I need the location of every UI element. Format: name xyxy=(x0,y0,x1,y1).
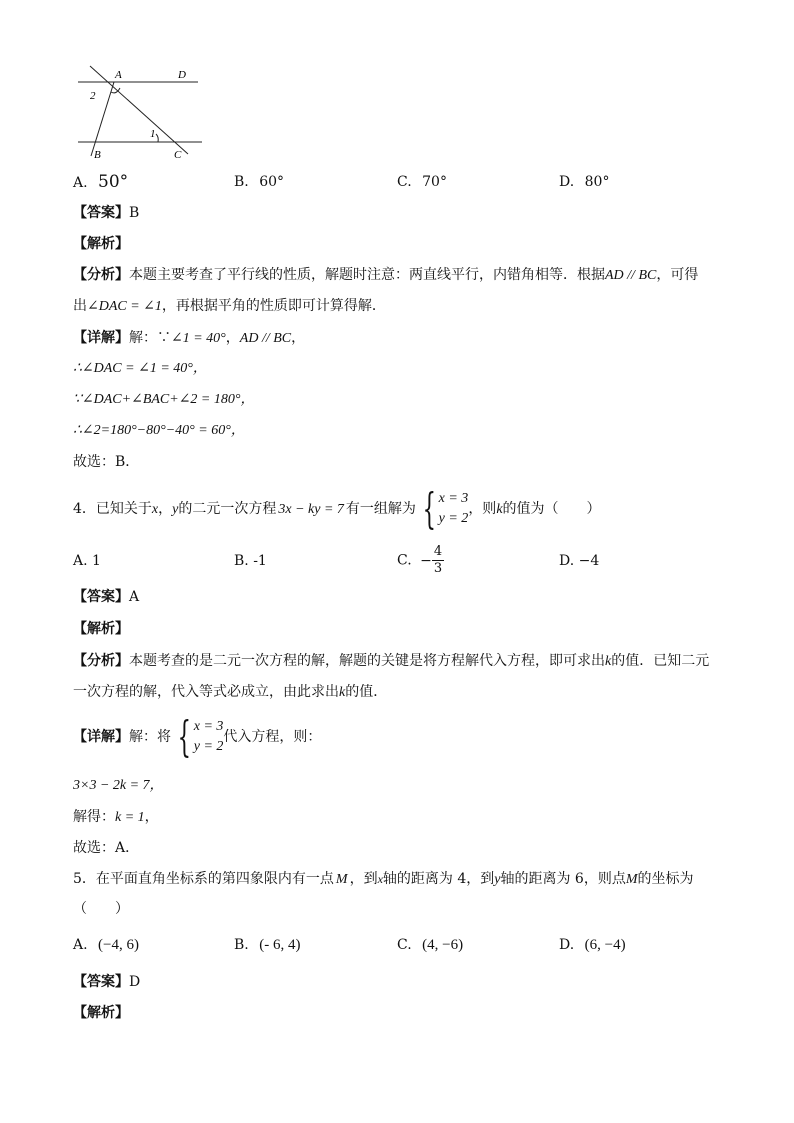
q3-option-d xyxy=(559,175,609,189)
fenxi-math: ∠DAC = ∠1 xyxy=(87,299,162,314)
q5-stem-paren: （ ） xyxy=(73,901,129,917)
option-value: 70° xyxy=(422,174,447,190)
q5-option-c xyxy=(397,938,463,953)
stem-math: k xyxy=(496,502,503,517)
option-value: 80° xyxy=(584,174,610,190)
fenxi-tag: 【分析】 xyxy=(73,653,129,669)
fenxi-text: 一次方程的解，代入等式必成立，由此求出 xyxy=(73,684,339,700)
q3-jiexi-tag: 【解析】 xyxy=(73,236,129,252)
system-line: y = 2 xyxy=(438,511,469,526)
stem-text: 4．已知关于 xyxy=(73,501,152,517)
q3-fenxi-line2 xyxy=(73,299,386,314)
label-b: B xyxy=(94,149,101,161)
q3-option-b xyxy=(234,175,284,189)
step-text: 解得： xyxy=(73,809,115,825)
q5-option-a xyxy=(73,938,139,953)
equation-system xyxy=(171,712,224,761)
stem-text: ，到 xyxy=(349,871,378,887)
angle-1-arc xyxy=(156,134,158,142)
stem-text: 有一组解为 xyxy=(345,501,416,517)
stem-text: 的二元一次方程 xyxy=(178,501,277,517)
q4-jiexi-tag: 【解析】 xyxy=(73,621,129,637)
xiangjie-text: 解：∵ xyxy=(129,330,171,346)
q5-option-b xyxy=(234,938,300,953)
option-value: 50° xyxy=(98,172,129,192)
option-letter: B. xyxy=(234,937,249,953)
stem-math: M xyxy=(335,872,348,887)
q4-xiangjie xyxy=(73,712,322,761)
answer-tag: 【答案】 xyxy=(73,205,129,221)
q4-fenxi-line1 xyxy=(73,654,709,669)
stem-text: 轴的距离为 4，到 xyxy=(382,871,495,887)
option-letter: D. xyxy=(559,174,575,190)
q4-option-c xyxy=(397,544,444,577)
option-letter: C. xyxy=(397,174,412,190)
option-value: (- 6, 4) xyxy=(259,937,301,953)
q3-step-2: ∴∠DAC = ∠1 = 40°， xyxy=(73,361,207,376)
q4-step-3 xyxy=(73,810,159,825)
q4-fenxi-line2 xyxy=(73,685,387,700)
option-letter: B. xyxy=(234,174,249,190)
option-letter: A. xyxy=(73,937,88,953)
q3-step-4: ∴∠2=180°−80°−40° = 60°， xyxy=(73,423,245,438)
q3-xiangjie-line1 xyxy=(73,331,305,346)
q4-option-b: B. -1 xyxy=(234,553,267,569)
numerator: 4 xyxy=(433,544,443,559)
option-letter: C. xyxy=(397,552,412,569)
label-1: 1 xyxy=(150,128,156,140)
xiangjie-math: AD // BC xyxy=(239,331,292,346)
fenxi-text: 本题考查的是二元一次方程的解，解题的关键是将方程解代入方程，即可求出 xyxy=(129,653,605,669)
step-math: k = 1 xyxy=(115,810,145,825)
stem-text: ， xyxy=(158,501,173,517)
option-value: (6, −4) xyxy=(584,937,626,953)
xiangjie-tag: 【详解】 xyxy=(73,330,129,346)
stem-text: 轴的距离为 6，则点 xyxy=(500,871,626,887)
line-ac xyxy=(90,66,188,154)
xiangjie-text: 代入方程，则： xyxy=(223,729,322,745)
stem-math: x xyxy=(377,872,383,886)
fenxi-text: 本题主要考查了平行线的性质，解题时注意：两直线平行，内错角相等．根据 xyxy=(129,267,605,283)
option-value: (−4, 6) xyxy=(98,937,139,953)
fenxi-tag: 【分析】 xyxy=(73,267,129,283)
system-line: x = 3 xyxy=(193,719,224,734)
q5-stem-line1 xyxy=(73,872,694,887)
label-c: C xyxy=(174,149,182,161)
fenxi-text: 出 xyxy=(73,298,87,314)
option-letter: C. xyxy=(397,937,412,953)
option-value: (4, −6) xyxy=(422,937,464,953)
answer-tag: 【答案】 xyxy=(73,974,129,990)
xiangjie-text: ， xyxy=(291,330,306,346)
step-text: ， xyxy=(144,809,159,825)
q3-choose: 故选：B． xyxy=(73,454,140,470)
q5-answer xyxy=(73,975,140,989)
q3-fenxi-line1 xyxy=(73,268,698,283)
fraction xyxy=(432,544,444,577)
fenxi-math: k xyxy=(605,654,612,669)
label-2: 2 xyxy=(90,90,96,102)
stem-math: y xyxy=(172,502,179,517)
stem-math: y xyxy=(494,872,501,887)
fenxi-math: k xyxy=(339,685,346,700)
left-brace-icon: { xyxy=(422,484,436,533)
xiangjie-text: 解：将 xyxy=(129,729,171,745)
q5-jiexi-tag: 【解析】 xyxy=(73,1005,129,1021)
denominator: 3 xyxy=(433,561,443,576)
q4-answer xyxy=(73,590,139,604)
equation: 3x − ky = 7 xyxy=(278,502,344,517)
q4-option-a: A. 1 xyxy=(73,553,101,569)
option-value: 60° xyxy=(259,174,285,190)
label-a: A xyxy=(115,69,122,81)
stem-text: 的坐标为 xyxy=(637,871,694,887)
q3-option-c xyxy=(397,175,447,189)
q4-stem xyxy=(73,484,601,533)
stem-text: ，则 xyxy=(468,501,497,517)
system-line: y = 2 xyxy=(193,739,224,754)
q4-option-d: D. −4 xyxy=(559,553,600,569)
answer-value: B xyxy=(129,205,140,221)
left-brace-icon: { xyxy=(177,712,192,761)
option-letter: D. xyxy=(559,937,575,953)
q4-choose: 故选：A． xyxy=(73,840,140,856)
stem-text: 的值为（ ） xyxy=(502,501,601,517)
xiangjie-math: ∠1 = 40° xyxy=(171,331,226,346)
q4-step-2: 3×3 − 2k = 7， xyxy=(73,778,164,793)
fenxi-math: AD // BC xyxy=(605,268,657,283)
fenxi-text: 的值．已知二元 xyxy=(611,653,710,669)
system-line: x = 3 xyxy=(438,491,469,506)
q3-answer xyxy=(73,206,139,220)
option-sign: − xyxy=(420,552,432,569)
label-d: D xyxy=(178,69,186,81)
stem-text: 5．在平面直角坐标系的第四象限内有一点 xyxy=(73,871,334,887)
answer-value: A xyxy=(129,589,140,605)
q3-option-a xyxy=(73,174,128,191)
fenxi-text: ，可得 xyxy=(656,267,699,283)
q3-step-3: ∵∠DAC+∠BAC+∠2 = 180°， xyxy=(73,392,255,407)
option-letter: A. xyxy=(73,175,88,191)
parallel-lines-figure xyxy=(70,62,210,164)
stem-math: M xyxy=(625,872,638,887)
xiangjie-text: ， xyxy=(225,330,240,346)
equation-system xyxy=(416,484,469,533)
answer-value: D xyxy=(129,974,141,990)
xiangjie-tag: 【详解】 xyxy=(73,729,129,745)
fenxi-text: ，再根据平角的性质即可计算得解． xyxy=(161,298,386,314)
stem-math: x xyxy=(151,502,159,517)
answer-tag: 【答案】 xyxy=(73,589,129,605)
fenxi-text: 的值． xyxy=(345,684,388,700)
q5-option-d xyxy=(559,938,626,953)
